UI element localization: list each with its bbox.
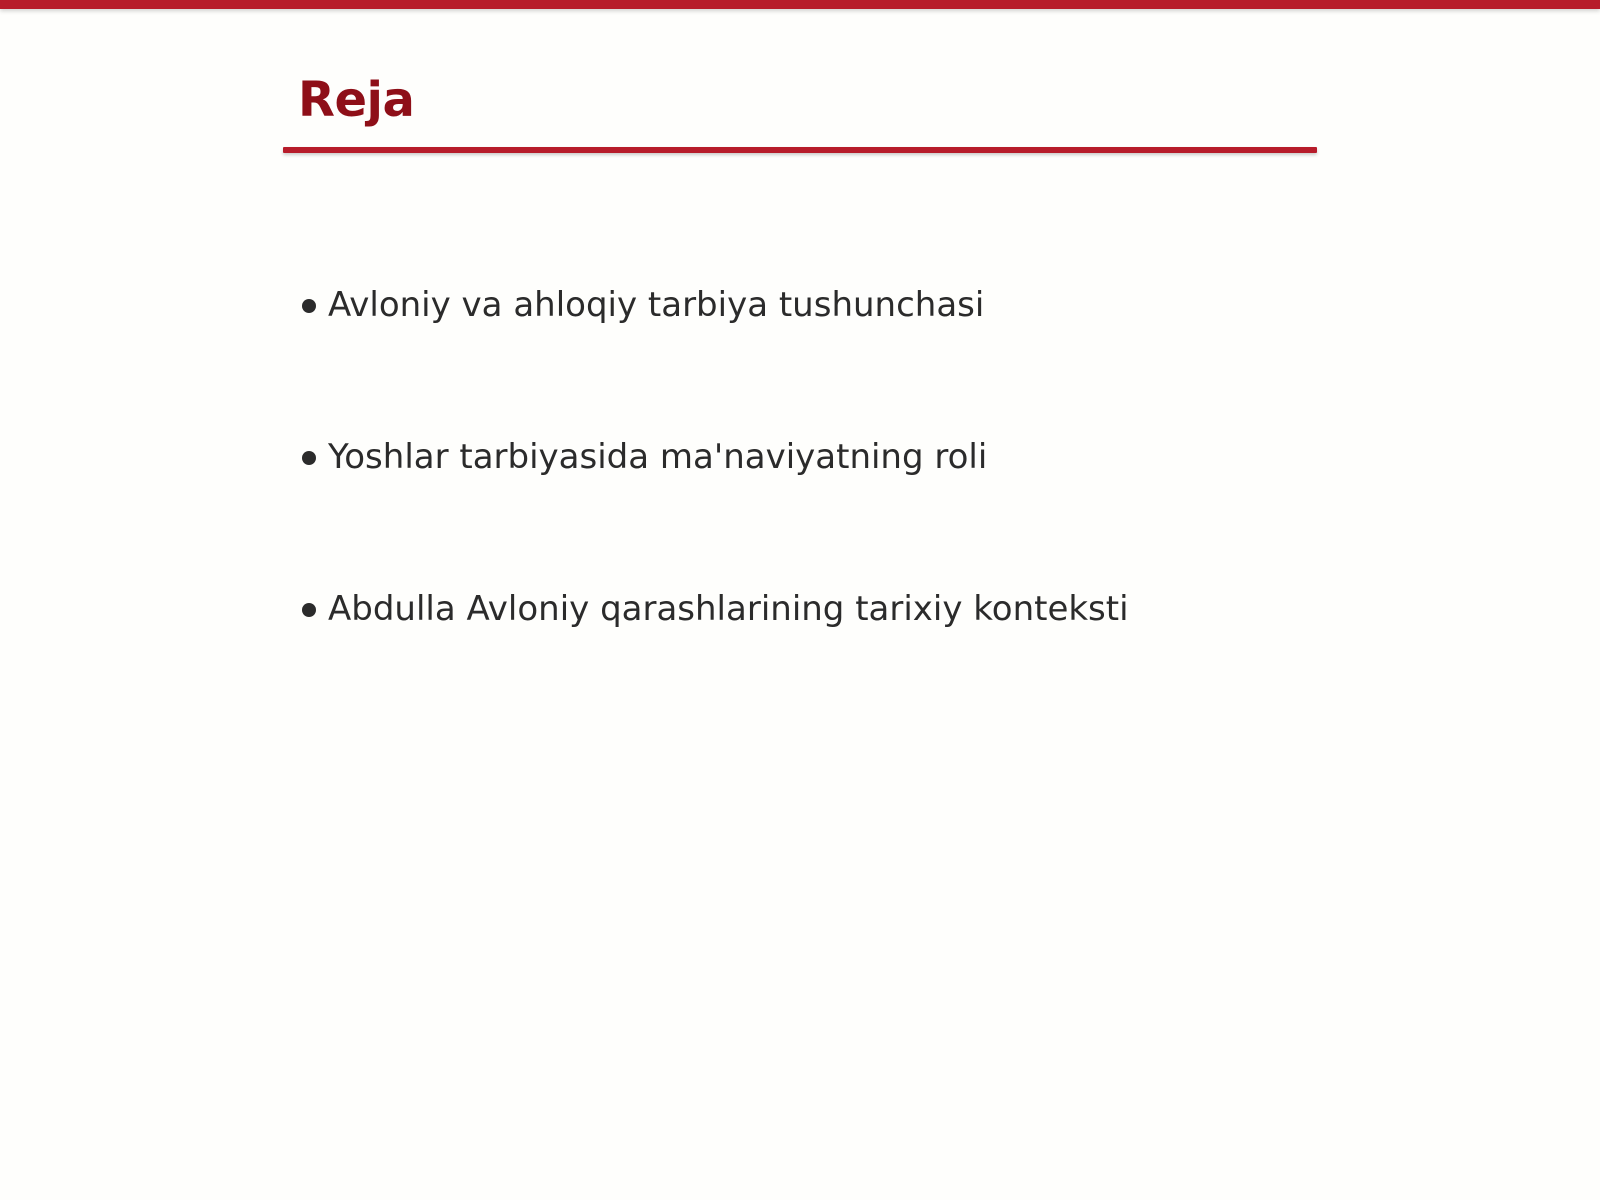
bullet-text: Abdulla Avloniy qarashlarining tarixiy konteksti (328, 589, 1129, 629)
bullet-dot-icon (302, 603, 316, 617)
bullet-text: Avloniy va ahloqiy tarbiya tushunchasi (328, 285, 985, 325)
slide-title: Reja (298, 72, 415, 128)
bullet-dot-icon (302, 451, 316, 465)
bullet-dot-icon (302, 299, 316, 313)
title-underline (283, 147, 1317, 153)
bullet-text: Yoshlar tarbiyasida ma'naviyatning roli (328, 437, 988, 477)
top-accent-bar (0, 0, 1600, 9)
